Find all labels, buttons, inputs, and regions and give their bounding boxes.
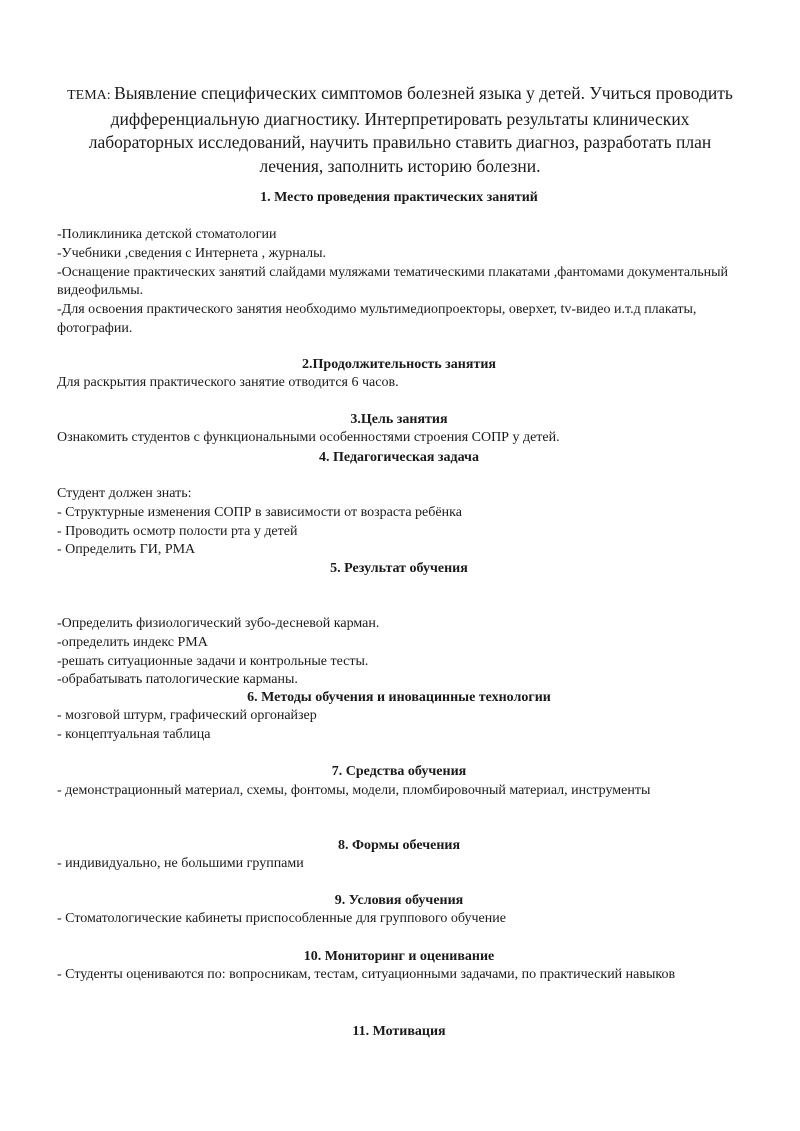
section-5-line-3: -решать ситуационные задачи и контрольные тесты. <box>57 653 369 669</box>
section-5-heading: 5. Результат обучения <box>330 561 468 576</box>
section-5-line-1: -Определить физиологический зубо-десневой карман. <box>57 616 380 631</box>
section-9-heading: 9. Условия обучения <box>334 893 464 908</box>
section-1-line-4: -Для освоения практического занятия необходимо мультимедиопроекторы, оверхет, tv-видео и.т.д плакаты, фотографии. <box>57 302 697 336</box>
topic-prefix: ТЕМА: <box>67 88 115 103</box>
section-3-body <box>57 429 743 448</box>
section-7-body: - демонстрационный материал, схемы, фонтомы, модели, пломбировочный материал, инструменты <box>57 783 651 798</box>
section-2-heading: 2.Продолжительность занятия <box>302 357 496 372</box>
section-1-heading: 1. Место проведения практических занятий <box>260 190 538 205</box>
section-4-line-1: Студент должен знать: <box>57 486 192 501</box>
section-2-body <box>57 374 743 393</box>
section-6-line-2: - концептуальная таблица <box>57 726 211 742</box>
section-3-heading: 3.Цель занятия <box>350 412 448 427</box>
section-9-line-1: - Стоматологические кабинеты приспособленные для группового обучение <box>57 911 506 926</box>
section-3-line-1: Ознакомить студентов с функциональными особенностями строения СОПР у детей. <box>57 430 560 445</box>
section-8-line-1: - индивидуально, не большими группами <box>57 856 304 871</box>
section-1-line-3: -Оснащение практических занятий слайдами муляжами тематическими плакатами ,фантомами документальный видеофильмы. <box>57 264 728 299</box>
section-5-line-2: -определить индекс РМА <box>57 634 208 650</box>
section-11-heading: 11. Мотивация <box>352 1024 446 1039</box>
section-1-line-1: -Поликлиника детской стоматологии <box>57 227 277 242</box>
section-10-heading: 10. Мониторинг и оценивание <box>303 949 495 964</box>
topic-title <box>60 82 740 178</box>
section-5-body <box>57 615 743 690</box>
section-2-line-1: Для раскрытия практического занятие отводится 6 часов. <box>57 375 399 390</box>
topic-text: Выявление специфических симптомов болезней языка у детей. Учиться проводить дифференциальную диагностику. Интерпретировать результаты клинических лабораторных исследований, научить правильно ставить диагноз, разработать план лечения, заполнить историю болезни. <box>88 83 733 176</box>
section-7-heading: 7. Средства обучения <box>331 764 467 779</box>
section-4-line-4: - Определить ГИ, РМА <box>57 542 196 558</box>
section-4-heading: 4. Педагогическая задача <box>319 450 479 465</box>
section-4-body <box>57 485 743 560</box>
section-4-line-2: - Структурные изменения СОПР в зависимости от возраста ребёнка <box>57 504 462 520</box>
section-10-body: - Студенты оцениваются по: вопросникам, тестам, ситуационными задачами, по практический навыков <box>57 967 676 982</box>
section-9-body <box>57 910 743 929</box>
section-1-body <box>57 226 743 339</box>
section-6-line-1: - мозговой штурм, графический оргонайзер <box>57 708 317 723</box>
section-8-body <box>57 855 743 874</box>
section-6-body <box>57 707 743 745</box>
section-1-line-2: -Учебники ,сведения с Интернета , журналы. <box>57 245 327 261</box>
section-6-heading: 6. Методы обучения и иновацинные технологии <box>247 690 551 705</box>
section-4-line-3: - Проводить осмотр полости рта у детей <box>57 523 298 539</box>
section-5-line-4: -обрабатывать патологические карманы. <box>57 672 298 688</box>
section-8-heading: 8. Формы обечения <box>337 838 461 853</box>
